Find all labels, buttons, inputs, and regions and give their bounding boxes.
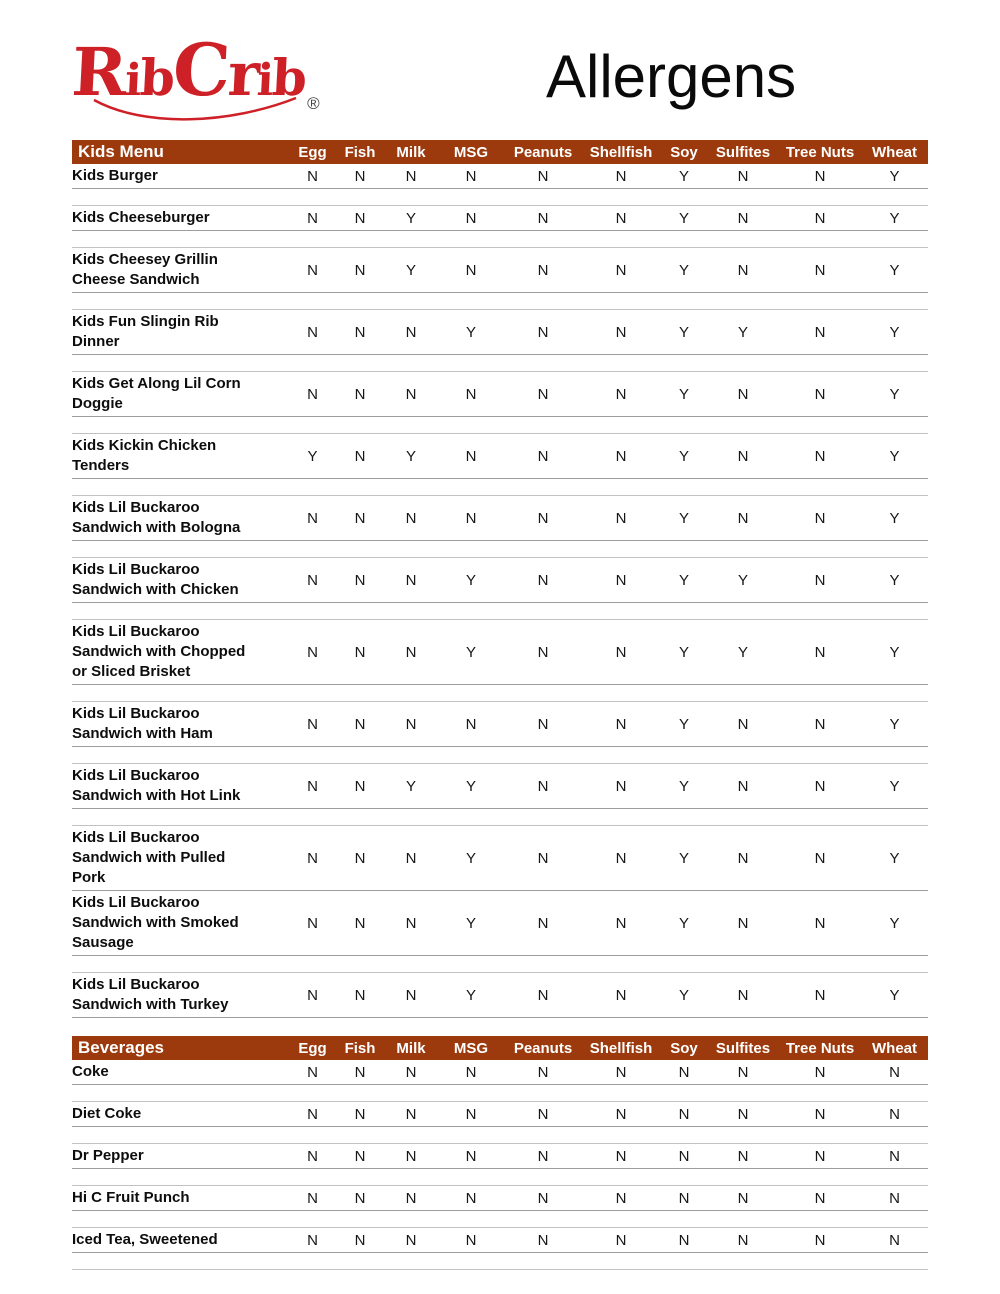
column-header: MSG (453, 143, 489, 161)
allergen-value: N (307, 571, 318, 589)
allergen-value: Y (889, 571, 900, 589)
allergen-value: N (814, 914, 826, 932)
allergen-value: N (814, 167, 826, 185)
row-spacer (72, 809, 928, 826)
allergen-value: N (405, 323, 417, 341)
allergen-value: Y (737, 643, 748, 661)
row-spacer (72, 231, 928, 248)
column-header: Egg (298, 1039, 327, 1057)
row-spacer (72, 479, 928, 496)
ribcrib-logo (69, 27, 320, 113)
allergen-value: N (737, 509, 749, 527)
column-header: Milk (396, 1039, 426, 1057)
table-row (72, 164, 928, 189)
allergen-value: N (737, 986, 749, 1004)
allergen-value: N (405, 1189, 417, 1207)
allergen-value: N (354, 1231, 366, 1249)
column-header: Fish (344, 1039, 376, 1057)
item-name: Coke (72, 1063, 109, 1080)
allergen-value: N (307, 914, 318, 932)
allergen-value: N (405, 167, 417, 185)
allergen-value: N (737, 849, 749, 867)
allergen-table (72, 140, 928, 1270)
allergen-value: N (465, 385, 477, 403)
allergen-value: N (814, 571, 826, 589)
allergen-value: N (814, 1147, 826, 1165)
table-row (72, 372, 928, 417)
allergen-value: N (814, 849, 826, 867)
allergen-value: N (405, 1063, 417, 1081)
allergen-value: N (307, 261, 318, 279)
allergen-value: N (737, 777, 749, 795)
allergen-value: N (354, 1105, 366, 1123)
allergen-value: N (678, 1063, 690, 1081)
allergen-value: N (615, 1063, 627, 1081)
allergen-value: N (814, 986, 826, 1004)
item-name: Kids Burger (72, 167, 158, 184)
allergen-value: N (889, 1063, 900, 1081)
allergen-value: Y (678, 986, 689, 1004)
column-header: Wheat (872, 1039, 917, 1057)
allergen-value: N (737, 914, 749, 932)
allergen-value: N (537, 571, 549, 589)
allergen-value: Y (405, 209, 416, 227)
allergen-value: Y (889, 167, 900, 185)
allergen-value: Y (307, 447, 318, 465)
allergen-value: N (354, 209, 366, 227)
item-name: Hi C Fruit Punch (72, 1189, 190, 1206)
allergen-value: N (615, 1231, 627, 1249)
allergen-value: N (405, 571, 417, 589)
allergen-value: N (537, 777, 549, 795)
allergen-value: N (678, 1147, 690, 1165)
allergen-value: N (354, 849, 366, 867)
column-header: Fish (344, 143, 376, 161)
item-name: Iced Tea, Sweetened (72, 1231, 218, 1248)
allergen-value: Y (678, 777, 689, 795)
allergen-value: N (465, 1147, 477, 1165)
allergen-value: N (307, 385, 318, 403)
allergen-value: N (537, 509, 549, 527)
item-name: Kids Lil Buckaroo Sandwich with Hot Link (72, 767, 241, 804)
allergen-value: Y (889, 209, 900, 227)
row-spacer (72, 1211, 928, 1228)
row-spacer (72, 1085, 928, 1102)
allergen-value: N (615, 447, 627, 465)
allergen-value: N (615, 643, 627, 661)
table-row (72, 1186, 928, 1211)
allergen-value: N (465, 509, 477, 527)
allergen-value: N (615, 167, 627, 185)
table-row (72, 973, 928, 1018)
table-row (72, 496, 928, 541)
allergen-value: N (678, 1189, 690, 1207)
item-name: Dr Pepper (72, 1147, 144, 1164)
row-spacer (72, 1018, 928, 1036)
allergen-value: N (354, 323, 366, 341)
row-spacer (72, 1127, 928, 1144)
table-row (72, 434, 928, 479)
item-name: Kids Cheesey Grillin Cheese Sandwich (72, 251, 218, 288)
table-row (72, 891, 928, 956)
section-title: Kids Menu (78, 142, 164, 161)
row-spacer (72, 189, 928, 206)
allergen-value: N (405, 715, 417, 733)
allergen-value: N (537, 715, 549, 733)
allergen-value: N (615, 323, 627, 341)
table-row (72, 558, 928, 603)
allergen-value: Y (889, 643, 900, 661)
allergen-value: N (737, 1063, 749, 1081)
allergen-value: N (814, 261, 826, 279)
allergen-value: Y (465, 986, 476, 1004)
allergen-value: Y (678, 167, 689, 185)
allergen-value: N (307, 323, 318, 341)
column-header: Tree Nuts (785, 143, 855, 161)
allergen-value: N (537, 1189, 549, 1207)
row-spacer (72, 956, 928, 973)
table-row (72, 1144, 928, 1169)
allergen-value: N (737, 1231, 749, 1249)
allergen-value: N (307, 167, 318, 185)
allergen-value: N (354, 167, 366, 185)
table-row (72, 702, 928, 747)
item-name: Kids Cheeseburger (72, 209, 210, 226)
allergen-value: N (354, 447, 366, 465)
allergen-value: N (537, 261, 549, 279)
row-spacer (72, 1253, 928, 1270)
allergen-value: N (405, 1231, 417, 1249)
allergen-value: Y (465, 643, 476, 661)
column-header: Shellfish (589, 143, 653, 161)
allergen-value: Y (465, 571, 476, 589)
allergen-value: N (307, 849, 318, 867)
item-name: Kids Lil Buckaroo Sandwich with Turkey (72, 976, 229, 1013)
row-spacer (72, 603, 928, 620)
allergen-value: N (537, 1063, 549, 1081)
allergen-value: Y (678, 849, 689, 867)
allergen-value: Y (889, 849, 900, 867)
page-title: Allergens (546, 43, 797, 110)
allergen-value: Y (889, 385, 900, 403)
allergen-value: N (465, 1105, 477, 1123)
allergen-value: N (307, 1147, 318, 1165)
allergen-value: Y (405, 447, 416, 465)
allergen-value: N (737, 261, 749, 279)
allergen-value: N (405, 385, 417, 403)
allergen-value: N (405, 509, 417, 527)
allergen-value: N (737, 385, 749, 403)
allergen-value: N (889, 1147, 900, 1165)
allergen-value: N (537, 986, 549, 1004)
allergen-value: Y (678, 323, 689, 341)
allergen-value: N (465, 167, 477, 185)
allergen-value: N (405, 849, 417, 867)
allergen-value: N (814, 1189, 826, 1207)
allergen-value: N (354, 1147, 366, 1165)
allergen-value: Y (465, 323, 476, 341)
table-row (72, 764, 928, 809)
row-spacer (72, 685, 928, 702)
allergen-value: Y (678, 643, 689, 661)
allergen-value: N (465, 209, 477, 227)
allergen-value: N (405, 643, 417, 661)
allergen-value: N (537, 643, 549, 661)
allergen-value: N (354, 914, 366, 932)
allergen-value: N (889, 1105, 900, 1123)
allergen-value: N (537, 849, 549, 867)
allergen-value: N (814, 385, 826, 403)
allergen-value: Y (737, 571, 748, 589)
column-header: Egg (298, 143, 327, 161)
column-header: Wheat (872, 143, 917, 161)
allergen-value: N (615, 986, 627, 1004)
table-row (72, 310, 928, 355)
allergen-value: N (405, 986, 417, 1004)
allergen-value: N (615, 715, 627, 733)
allergen-value: N (537, 323, 549, 341)
allergen-value: N (537, 385, 549, 403)
allergen-value: Y (889, 914, 900, 932)
row-spacer (72, 747, 928, 764)
allergen-value: Y (889, 509, 900, 527)
allergen-value: N (307, 986, 318, 1004)
table-row (72, 248, 928, 293)
allergen-value: N (537, 914, 549, 932)
column-header: Soy (670, 143, 698, 161)
allergen-value: N (307, 1105, 318, 1123)
item-name: Kids Lil Buckaroo Sandwich with Smoked Sausage (72, 894, 239, 951)
allergen-value: Y (889, 261, 900, 279)
allergen-value: N (814, 1063, 826, 1081)
allergen-value: Y (737, 323, 748, 341)
item-name: Kids Lil Buckaroo Sandwich with Chopped or Sliced Brisket (72, 623, 246, 680)
column-header: Soy (670, 1039, 698, 1057)
allergen-value: Y (889, 447, 900, 465)
allergen-value: N (737, 1105, 749, 1123)
allergen-value: Y (678, 571, 689, 589)
allergen-value: N (465, 1189, 477, 1207)
allergen-value: N (814, 447, 826, 465)
allergen-value: N (307, 643, 318, 661)
allergen-value: N (537, 1147, 549, 1165)
allergen-value: N (814, 509, 826, 527)
allergen-value: Y (889, 323, 900, 341)
logo-text: RibCrib (69, 27, 307, 112)
table-row (72, 826, 928, 891)
allergen-value: N (465, 447, 477, 465)
allergen-value: Y (889, 715, 900, 733)
allergen-value: N (354, 986, 366, 1004)
allergen-value: N (678, 1231, 690, 1249)
allergen-value: N (307, 777, 318, 795)
allergen-value: N (537, 209, 549, 227)
allergen-value: N (307, 715, 318, 733)
allergen-value: N (615, 777, 627, 795)
column-header: MSG (453, 1039, 489, 1057)
registered-mark: ® (307, 94, 320, 113)
column-header: Peanuts (513, 143, 573, 161)
allergen-value: N (737, 715, 749, 733)
row-spacer (72, 1169, 928, 1186)
allergen-value: N (307, 509, 318, 527)
item-name: Kids Get Along Lil Corn Doggie (72, 375, 241, 412)
allergen-value: Y (678, 385, 689, 403)
allergen-value: N (737, 167, 749, 185)
allergen-value: N (354, 777, 366, 795)
allergen-value: N (465, 1063, 477, 1081)
allergen-value: N (615, 571, 627, 589)
allergen-value: Y (678, 715, 689, 733)
allergen-value: N (354, 1063, 366, 1081)
allergen-value: Y (678, 447, 689, 465)
column-header: Sulfites (715, 143, 771, 161)
table-row (72, 1060, 928, 1085)
table-row (72, 1228, 928, 1253)
item-name: Diet Coke (72, 1105, 142, 1122)
section-title: Beverages (78, 1038, 165, 1057)
row-spacer (72, 355, 928, 372)
allergen-value: N (537, 447, 549, 465)
allergen-value: N (307, 1231, 318, 1249)
allergen-value: N (814, 1231, 826, 1249)
allergen-value: Y (405, 777, 416, 795)
allergen-value: N (814, 1105, 826, 1123)
allergen-value: N (615, 849, 627, 867)
allergen-value: N (814, 715, 826, 733)
allergen-value: Y (889, 986, 900, 1004)
allergen-value: Y (678, 509, 689, 527)
allergen-value: N (814, 323, 826, 341)
allergen-value: N (737, 1147, 749, 1165)
item-name: Kids Lil Buckaroo Sandwich with Pulled Pork (72, 829, 226, 886)
allergen-value: N (537, 1105, 549, 1123)
allergen-value: N (354, 1189, 366, 1207)
item-name: Kids Lil Buckaroo Sandwich with Bologna (72, 499, 241, 536)
allergen-value: N (678, 1105, 690, 1123)
allergen-value: N (814, 643, 826, 661)
allergen-value: Y (678, 914, 689, 932)
allergen-value: N (615, 209, 627, 227)
allergen-value: N (615, 1147, 627, 1165)
allergen-value: N (615, 1189, 627, 1207)
item-name: Kids Lil Buckaroo Sandwich with Chicken (72, 561, 239, 598)
allergen-value: N (615, 385, 627, 403)
allergen-value: N (737, 447, 749, 465)
allergen-value: N (354, 643, 366, 661)
allergen-value: N (537, 1231, 549, 1249)
item-name: Kids Lil Buckaroo Sandwich with Ham (72, 705, 213, 742)
item-name: Kids Fun Slingin Rib Dinner (72, 313, 219, 350)
column-header: Shellfish (589, 1039, 653, 1057)
table-row (72, 620, 928, 685)
allergen-value: Y (465, 777, 476, 795)
allergen-value: N (615, 261, 627, 279)
item-name: Kids Kickin Chicken Tenders (72, 437, 217, 474)
section-header (72, 1036, 928, 1060)
row-spacer (72, 293, 928, 310)
masthead (0, 0, 1000, 140)
allergen-value: N (615, 1105, 627, 1123)
allergen-value: Y (465, 849, 476, 867)
row-spacer (72, 417, 928, 434)
allergen-value: N (354, 385, 366, 403)
allergen-value: N (737, 1189, 749, 1207)
table-row (72, 206, 928, 231)
allergen-value: Y (678, 261, 689, 279)
allergen-value: N (889, 1231, 900, 1249)
section-header (72, 140, 928, 164)
allergen-value: N (615, 509, 627, 527)
allergen-value: N (537, 167, 549, 185)
column-header: Milk (396, 143, 426, 161)
allergen-value: N (354, 571, 366, 589)
allergen-value: N (307, 209, 318, 227)
allergen-value: Y (465, 914, 476, 932)
allergen-value: Y (889, 777, 900, 795)
allergen-value: N (354, 509, 366, 527)
allergen-value: N (354, 261, 366, 279)
column-header: Tree Nuts (785, 1039, 855, 1057)
allergen-value: N (814, 209, 826, 227)
allergen-value: N (405, 1105, 417, 1123)
allergen-value: N (354, 715, 366, 733)
allergen-value: N (889, 1189, 900, 1207)
row-spacer (72, 541, 928, 558)
column-header: Peanuts (513, 1039, 573, 1057)
allergen-value: N (307, 1063, 318, 1081)
column-header: Sulfites (715, 1039, 771, 1057)
allergen-value: Y (678, 209, 689, 227)
allergen-value: Y (405, 261, 416, 279)
allergen-value: N (405, 1147, 417, 1165)
allergen-value: N (465, 1231, 477, 1249)
allergen-value: N (405, 914, 417, 932)
allergen-value: N (737, 209, 749, 227)
allergen-value: N (307, 1189, 318, 1207)
table-row (72, 1102, 928, 1127)
allergen-value: N (814, 777, 826, 795)
allergen-value: N (465, 261, 477, 279)
allergen-value: N (465, 715, 477, 733)
allergen-value: N (615, 914, 627, 932)
